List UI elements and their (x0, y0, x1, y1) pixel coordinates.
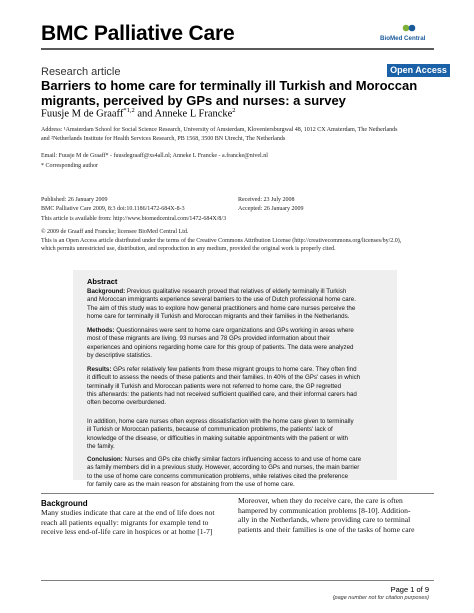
accepted-date: Accepted: 26 January 2009 (238, 205, 304, 212)
open-access-badge: Open Access (387, 64, 450, 77)
publisher-logo (380, 22, 440, 46)
abstract-line: home care for terminally ill Turkish and Moroccan migrants and their families in the Netherlands. (87, 312, 350, 320)
abstract-line: often become overburdened. (87, 399, 167, 407)
title-line: migrants, perceived by GPs and nurses: a survey (41, 92, 346, 108)
abstract-line: Previous qualitative research proved that relatives of elderly terminally ill Turkish (125, 288, 347, 295)
header-rule (41, 48, 434, 50)
abstract-line: ill Turkish or Moroccan patients, because of communication problems, the patients' lack of (87, 426, 333, 434)
author-list (41, 107, 236, 120)
section-label: Methods: (87, 327, 115, 334)
body-line: hampered by communication problems [8-10]. Addition- (238, 505, 411, 515)
article-title (41, 79, 451, 108)
license-line[interactable]: This is an Open Access article distributed under the terms of the Creative Commons Attribution License (http://creativecommons.org/licenses/by/2.0), (41, 237, 402, 244)
publisher-name: BioMed Central (380, 35, 426, 42)
body-line: receive less end-of-life care in hospices or at home [1-7] (41, 527, 213, 537)
abstract-background (87, 288, 387, 321)
affiliations (41, 126, 461, 143)
abstract-line: terminally ill Turkish and Moroccan patients were not referred to home care, the GP regretted (87, 382, 342, 390)
page-note: (page number not for citation purposes) (332, 595, 429, 601)
article-type: Research article (41, 66, 121, 78)
abstract-heading: Abstract (87, 277, 118, 286)
author-affiliation-mark: 2 (232, 107, 236, 114)
section-label: Results: (87, 366, 112, 373)
body-column-right (238, 496, 434, 535)
copyright-notice (41, 228, 436, 254)
corresponding-author-note: * Corresponding author (41, 163, 98, 169)
author-emails[interactable]: Email: Fuusje M de Graaff* - fuusdegraaff@xs4all.nl; Anneke L Francke - a.francke@nivel.nl (41, 153, 268, 159)
abstract-line: In addition, home care nurses often express dissatisfaction with the home care given to terminally (87, 418, 354, 425)
body-line: ally in the Netherlands, where providing care to terminal (238, 515, 411, 525)
footer-rule (41, 580, 434, 581)
abstract-line: by descriptive statistics. (87, 351, 152, 359)
article-url[interactable]: This article is available from: http://www.biomedcentral.com/1472-684X/8/3 (41, 216, 227, 222)
publication-info (41, 196, 441, 213)
abstract-line: Nurses and GPs cite chiefly similar factors influencing access to and use of home care (122, 456, 362, 463)
title-line: Barriers to home care for terminally ill Turkish and Moroccan (41, 78, 418, 93)
section-label: Conclusion: (87, 456, 123, 463)
abstract-line: Questionnaires were sent to home care organizations and GPs working in areas where (114, 327, 354, 334)
body-line: reach all patients equally: migrants for example tend to (41, 517, 209, 527)
abstract-line: experiences and opinions regarding home care for this group of patients. The data were analyzed (87, 343, 354, 351)
abstract-line: the family. (87, 442, 115, 450)
abstract-conclusion (87, 456, 387, 489)
citation: BMC Palliative Care 2009, 8:3 doi:10.1186/1472-684X-8-3 (41, 205, 185, 212)
section-label: Background: (87, 288, 126, 295)
body-line: patients and their families is one of the tasks of home care (238, 525, 415, 535)
abstract-line: GPs refer relatively few patients from these migrant groups to home care. They often find (111, 366, 357, 373)
affiliation-line: Address: ¹Amsterdam School for Social Science Research, University of Amsterdam, Kloveniersburgwal 48, 1012 CX Amsterdam, The Netherlands (41, 127, 398, 133)
abstract-line: and Moroccan immigrants experience several barriers to the use of Dutch professional home care. (87, 296, 356, 304)
abstract-line: this afterwards: the patients had not received sufficient qualified care, and their informal carers had (87, 390, 357, 398)
license-line: which permits unrestricted use, distribution, and reproduction in any medium, provided the original work is properly cited. (41, 246, 336, 253)
copyright-line: © 2009 de Graaff and Francke; licensee BioMed Central Ltd. (41, 229, 189, 235)
abstract-line: it difficult to assess the needs of these patients and their families. In 40% of the GPs' cases in which (87, 374, 361, 382)
abstract-line: knowledge of the disease, or difficulties in making suitable appointments with the patient or with (87, 434, 348, 442)
abstract-line: most of these migrants are living. 93 nurses and 78 GPs provided information about their (87, 335, 330, 343)
body-column-left (41, 508, 237, 537)
page-footer (333, 585, 429, 601)
author-affiliation-mark: *1,2 (123, 107, 135, 114)
abstract-line: as family members did in a previous study. However, according to GPs and nurses, the main barrier (87, 464, 360, 472)
published-date: Published: 26 January 2009 (41, 197, 108, 203)
received-date: Received: 23 July 2008 (238, 197, 295, 203)
abstract-results (87, 366, 387, 407)
body-line: Moreover, when they do receive care, the care is often (238, 496, 403, 505)
body-rule (41, 493, 434, 494)
journal-title: BMC Palliative Care (41, 22, 235, 45)
abstract-methods (87, 327, 387, 360)
abstract-line: The aim of this study was to explore how general practitioners and home care nurses perceive the (87, 304, 356, 312)
author-name: Fuusje M de Graaff (41, 108, 124, 120)
abstract-line: for family care as the main reason for abstaining from the use of home care. (87, 480, 295, 488)
page-number: Page 1 of 9 (390, 585, 429, 594)
body-line: Many studies indicate that care at the end of life does not (41, 508, 215, 517)
affiliation-line: and ²Netherlands Institute for Health Services Research, PB 1568, 3500 BN Utrecht, The Netherlands (41, 135, 286, 142)
author-name: and Anneke L Francke (134, 108, 233, 120)
section-heading-background: Background (41, 499, 88, 508)
biomed-central-logo-icon (402, 22, 416, 34)
abstract-addition (87, 418, 387, 451)
abstract-line: to the use of home care concerns communication problems, while relatives cited the preference (87, 472, 349, 480)
